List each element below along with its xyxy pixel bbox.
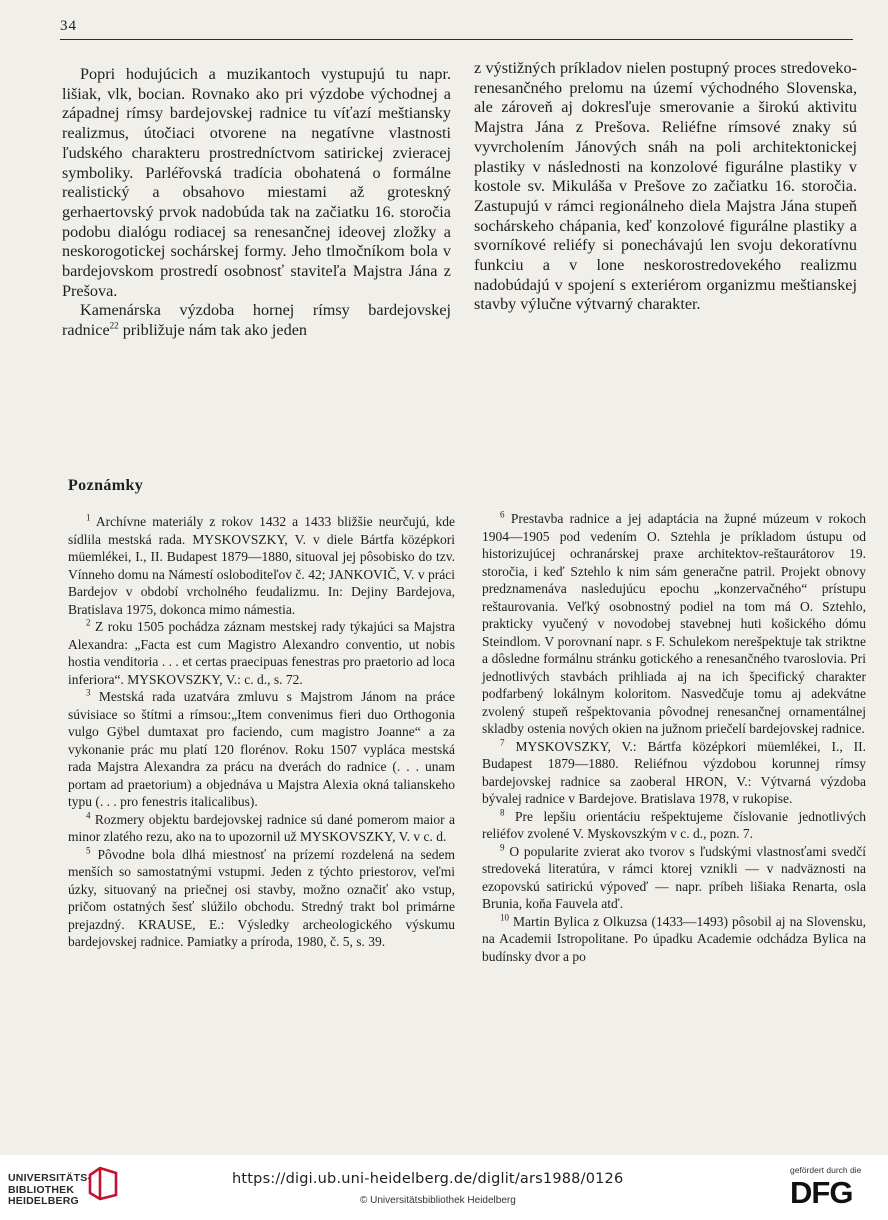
footnote bbox=[68, 811, 455, 846]
footnote bbox=[68, 618, 455, 688]
library-name-line: BIBLIOTHEK bbox=[8, 1183, 75, 1196]
library-name-line: HEIDELBERG bbox=[8, 1195, 79, 1207]
footnote-number: 7 bbox=[500, 737, 505, 747]
footnote-text: Prestavba radnice a jej adaptácia na župné múzeum v rokoch 1904—1905 pod vedením O. Sztehla je príkladom ústupu od historizujúcej ochranárskej praxe architektov-reštaurátorov 19. storočia, i keď Sztehlo k nim sám generačne patril. Projekt obnovy predznamenáva nasledujúcu epochu „konzervačného“ prístupu reštaurovania. Veľký osobnostný podiel na tom má O. Sztehlo, prakticky vyučený v novodobej stavebnej huti košického dómu Steindlom. V porovnaní napr. s F. Schulekom nerešpektuje tak striktne a dôsledne formálnu stránku gotického a renesančného tvaroslovia. Pri jednotlivých stavbách prihliada aj na ich špecifický charakter podfarbený lokálnym koloritom. Nasvedčuje tomu aj adekvátne zvolený stupeň rešpektovania pôvodnej renesančnej ornamentálnej skladby ostenia nových okien na južnom priečelí bardejovskej radnice. bbox=[482, 511, 867, 736]
footnote-number: 9 bbox=[500, 842, 505, 852]
notes-column-right bbox=[482, 510, 866, 965]
footnote-ref: 22 bbox=[109, 320, 119, 331]
footnote bbox=[68, 688, 455, 811]
body-paragraph bbox=[62, 301, 451, 340]
notes-heading: Poznámky bbox=[68, 477, 144, 494]
footnote bbox=[68, 513, 455, 618]
footnote bbox=[482, 738, 866, 808]
footnote-number: 1 bbox=[86, 512, 91, 523]
footnote-text: Martin Bylica z Olkuzsa (1433—1493) pôsobil aj na Slovensku, na Academii Istropolitane. Po úpadku Academie odchádza Bylica na budínsky dvor a po bbox=[482, 913, 866, 964]
copyright-notice: © Universitätsbibliothek Heidelberg bbox=[360, 1195, 516, 1206]
footnote-text: Archívne materiály z rokov 1432 a 1433 bližšie neurčujú, kde sídlila mestská rada. MYSKOVSZKY, V. v diele Bártfa középkori müemlékei, I., II. Budapest 1879—1880, situoval jej pôsobisko do tzv. Vínneho domu na Námestí osloboditeľov č. 42; JANKOVIČ, V. v práci Bardejov v období vrcholného feudalizmu. In: Dejiny Bardejova, Bratislava 1975, dokonca mimo námestia. bbox=[68, 514, 455, 617]
body-text: Kamenárska výzdoba hornej rímsy bardejovskej radnice bbox=[62, 301, 451, 340]
body-column-left bbox=[62, 65, 451, 341]
footnote-number: 2 bbox=[86, 617, 91, 628]
footnote-number: 10 bbox=[500, 912, 509, 922]
permalink-url[interactable]: https://digi.ub.uni-heidelberg.de/diglit/ars1988/0126 bbox=[232, 1171, 624, 1187]
body-paragraph: Popri hodujúcich a muzikantoch vystupujú tu napr. lišiak, vlk, bocian. Rovnako ako pri výzdobe východnej a západnej rímsy bardejovskej radnice tu víťazí meštiansky realizmus, útočiaci otvorene na negatívne vlastnosti ľudského charakteru prostredníctvom satirickej zvieracej symboliky. Parléřovská tradícia obohatená o formálne realistický a obsahovo miestami až groteskný gerhaertovský prvok nadobúda tak na začiatku 16. storočia podobu dialógu rodiacej sa renesančnej ideovej zložky a neskorogotickej sochárskej formy. Jeho tlmočníkom bola v bardejovskom prostredí osobnosť staviteľa Majstra Jána z Prešova. bbox=[62, 65, 451, 300]
footnote bbox=[482, 843, 866, 913]
footnote-text: Pre lepšiu orientáciu rešpektujeme číslovanie jednotlivých reliéfov zvolené V. Myskovszkým v c. d., pozn. 7. bbox=[482, 808, 866, 841]
footnote-number: 5 bbox=[86, 845, 91, 855]
footnote-text: Pôvodne bola dlhá miestnosť na prízemí rozdelená na sedem menších so samostatnými vstupmi. Jeden z týchto priestorov, veľmi úzky, situovaný na priečnej osi stavby, možno označiť ako vstup, pričom ostatných šesť slúžilo obchodu. Stredný trakt bol primárne prejazdný. KRAUSE, E.: Výsledky archeologického výskumu bardejovskej radnice. Pamiatky a príroda, 1980, č. 5, s. 39. bbox=[68, 846, 455, 949]
sponsor-label: gefördert durch die bbox=[790, 1165, 862, 1175]
viewer-footer bbox=[0, 1155, 888, 1220]
footnote-text: MYSKOVSZKY, V.: Bártfa középkori müemlékei, I., II. Budapest 1879—1880. Reliéfnou výzdobou korunnej rímsy bardejovskej radnice sa zaoberal HRON, V.: Výtvarná výzdoba bývalej radnice v Bardejove. Bratislava 1978, v rukopise. bbox=[482, 738, 866, 806]
footnote bbox=[68, 846, 455, 951]
footnote-text: O popularite zvierat ako tvorov s ľudskými vlastnosťami svedčí stredoveká literatúra, v rámci ktorej vznikli — v nadväznosti na ezopovskú satirickú výpoveď — napr. príbeh lišiaka Renarta, osla Brunia, koňa Fauvela atď. bbox=[482, 843, 867, 911]
library-emblem-icon bbox=[86, 1165, 120, 1201]
footnote-text: Z roku 1505 pochádza záznam mestskej rady týkajúci sa Majstra Alexandra: „Facta est cum Magistro Alexandro conventio, ut nobis hostia venditoria . . . et certas praecipuas fenestras pro praetorio ad loca inferiora“. MYSKOVSZKY, V.: c. d., s. 72. bbox=[68, 619, 455, 687]
notes-column-left bbox=[68, 513, 455, 951]
body-paragraph: z výstižných príkladov nielen postupný proces stredoveko-renesančného prelomu na území východného Slovenska, ale zároveň aj dokresľuje smerovanie a širokú aktivitu Majstra Jána z Prešova. Reliéfne rímsové znaky sú vyvrcholením Jánových snáh na poli architektonickej plastiky v následnosti na konzolové figurálne plastiky v kostole sv. Mikuláša v Prešove zo začiatku 16. storočia. Zastupujú v rámci regionálneho diela Majstra Jána stupeň sochárskeho chápania, keď konzolové figurálne plastiky a svorníkové reliéfy si ponechávajú len svoju dekoratívnu funkciu a v lone neskorostredovekého realizmu nadobúdajú v spojení s exteriérom organizmu meštianskej stavby výlučne výtvarný charakter. bbox=[474, 59, 857, 314]
body-column-right bbox=[474, 59, 857, 315]
header-rule bbox=[60, 39, 853, 40]
footnote-number: 3 bbox=[86, 687, 91, 698]
footnote-text: Mestská rada uzatvára zmluvu s Majstrom Jánom na práce súvisiace so štítmi a rímsou:„Item convenimus fieri duo Orthogonia vulgo Gÿbel dumtaxat pro faciendo, cum magistro Joanne“ a za vykonanie prác mu platí 120 florénov. Roku 1507 vypláca mestská rada Majstra Alexandra za prácu na dverách do radnice (. . . unam portam ad praetorium) a objednáva u Majstra Alexia okná talianskeho typu (. . . pro fenestris italicalibus). bbox=[68, 689, 455, 809]
footnote-number: 6 bbox=[500, 509, 505, 520]
footnote bbox=[482, 510, 866, 738]
footnote-text: Rozmery objektu bardejovskej radnice sú dané pomerom maior a minor zlatého rezu, ako na to upozornil už MYSKOVSZKY, V. v c. d. bbox=[68, 811, 456, 844]
body-text: približuje nám tak ako jeden bbox=[118, 321, 307, 340]
library-name-line: UNIVERSITÄTS- bbox=[8, 1172, 92, 1184]
dfg-logo-link[interactable]: DFG bbox=[790, 1175, 853, 1210]
footnote bbox=[482, 913, 866, 966]
footnote bbox=[482, 808, 866, 843]
footnote-number: 4 bbox=[86, 810, 91, 820]
footnote-number: 8 bbox=[500, 807, 505, 817]
page-number: 34 bbox=[60, 18, 77, 34]
